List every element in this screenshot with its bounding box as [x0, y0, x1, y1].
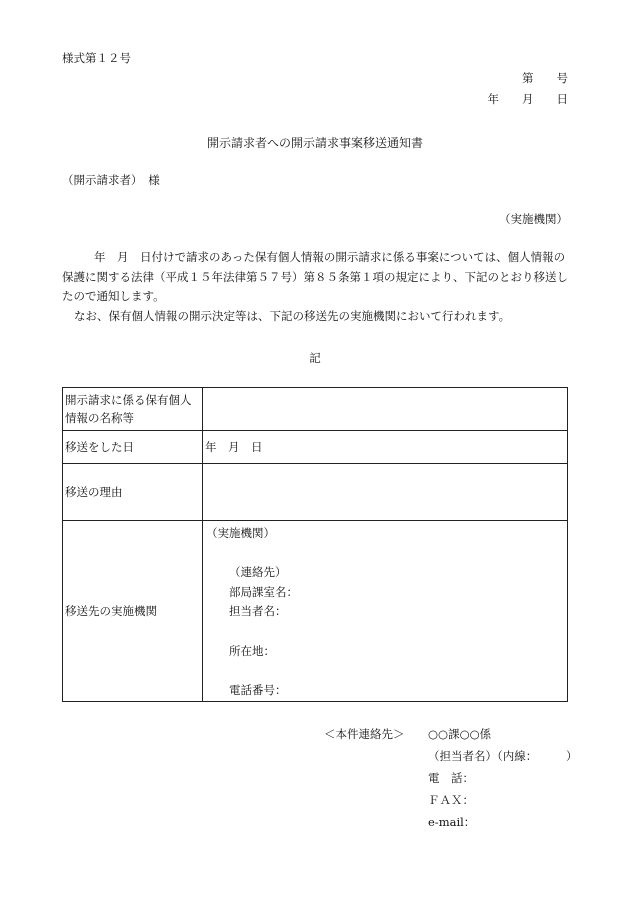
ki-heading: 記	[309, 351, 321, 365]
addressee: （開示請求者） 様	[62, 173, 160, 187]
transfer-reason-value	[203, 464, 568, 521]
table-row	[63, 431, 568, 464]
contact-fax: ＦＡＸ：	[428, 793, 474, 807]
contact-section: ○○課○○係	[428, 727, 492, 741]
transfer-date-label: 移送をした日	[63, 431, 203, 464]
destination-agency: （実施機関）	[206, 526, 275, 540]
destination-dept: 部局課室名：	[229, 585, 298, 599]
transfer-date-value: 年 月 日	[203, 431, 568, 464]
transfer-reason-label: 移送の理由	[63, 464, 203, 521]
contact-email: e-mail：	[428, 815, 476, 829]
destination-label: 移送先の実施機関	[63, 521, 203, 702]
body-paragraph-1: 年 月 日付けで請求のあった保有個人情報の開示請求に係る事案については、個人情報の保護に関する法律（平成１５年法律第５７号）第８５条第１項の規定により、下記のとおり移送したので通知します。	[62, 250, 568, 303]
contact-person: （担当者名）（内線： ）	[428, 749, 578, 763]
issuer: （実施機関）	[499, 212, 568, 226]
form-number: 様式第１２号	[62, 51, 131, 65]
document-number: 第 号	[522, 71, 568, 85]
contact-block	[324, 723, 578, 833]
contact-label: ＜本件連絡先＞	[324, 727, 405, 741]
destination-phone: 電話番号：	[229, 683, 287, 697]
body-paragraph-2: なお、保有個人情報の開示決定等は、下記の移送先の実施機関において行われます。	[74, 308, 511, 323]
destination-contact-header: （連絡先）	[229, 565, 287, 579]
table-row	[63, 464, 568, 521]
document-title: 開示請求者への開示請求事案移送通知書	[206, 136, 423, 150]
info-name-value	[203, 388, 568, 431]
table-row	[63, 521, 568, 702]
transfer-table	[62, 387, 568, 702]
table-row	[63, 388, 568, 431]
document-date: 年 月 日	[487, 92, 568, 106]
contact-tel: 電 話：	[428, 771, 474, 785]
body-text	[62, 248, 568, 326]
info-name-label: 開示請求に係る保有個人情報の名称等	[63, 388, 203, 431]
destination-address: 所在地：	[229, 644, 275, 658]
destination-value	[203, 521, 568, 702]
destination-person: 担当者名：	[229, 604, 287, 618]
